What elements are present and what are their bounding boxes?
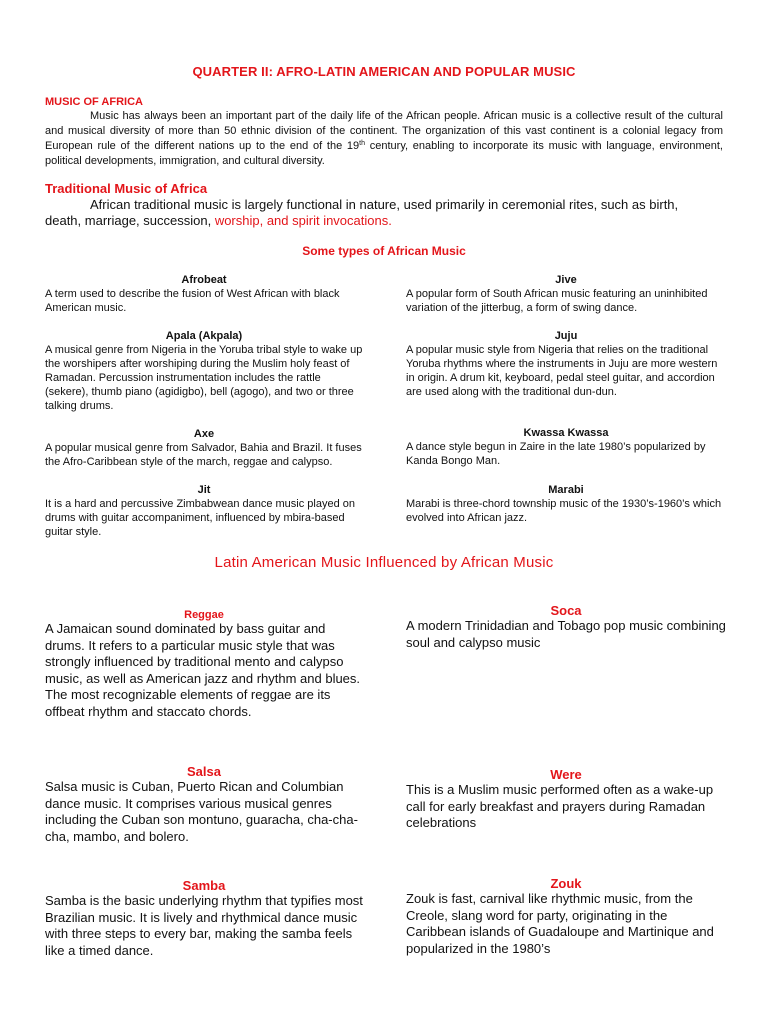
african-type-afrobeat	[45, 273, 363, 315]
african-type-axe	[45, 427, 363, 469]
genre-name: Soca	[550, 603, 582, 618]
genre-name: Jive	[555, 274, 577, 286]
latin-american-heading: Latin American Music Influenced by African Music	[214, 554, 554, 571]
genre-description: Salsa music is Cuban, Puerto Rican and Columbian dance music. It comprises various musical genres including the Cuban son montuno, guaracha, cha-cha-cha, mambo, and bolero.	[45, 779, 358, 844]
african-type-kwassa-kwassa	[406, 426, 726, 468]
latin-type-soca	[406, 603, 726, 651]
genre-name: Were	[550, 767, 582, 782]
genre-description: Samba is the basic underlying rhythm that typifies most Brazilian music. It is lively and rhythmical dance music with three steps to every bar, making the samba feels like a timed dance.	[45, 893, 363, 958]
music-of-africa-paragraph: Music has always been an important part of the daily life of the African people. African music is a collective result of the cultural and musical diversity of more than 50 ethnic division of the continent. The organization of this vast continent is a colonial legacy from European rule of the different nations up to the end of the 19th century, enabling to incorporate its music with language, environment, political developments, immigration, and cultural diversity.	[45, 110, 723, 167]
genre-description: A term used to describe the fusion of West African with black American music.	[45, 288, 340, 314]
genre-name: Axe	[193, 428, 215, 440]
traditional-music-paragraph: African traditional music is largely functional in nature, used primarily in ceremonial rites, such as birth, death, marriage, succession, worship, and spirit invocations.	[45, 197, 679, 228]
genre-name: Apala (Akpala)	[165, 330, 243, 342]
african-type-jit	[45, 483, 363, 539]
genre-description: A Jamaican sound dominated by bass guitar and drums. It refers to a particular music style that was strongly influenced by traditional mento and calypso music, as well as American jazz and rhythm and blues. The most recognizable elements of reggae are its offbeat rhythm and staccato chords.	[45, 621, 361, 719]
genre-name: Samba	[182, 878, 226, 893]
african-type-jive	[406, 273, 726, 315]
traditional-music-heading: Traditional Music of Africa	[45, 181, 208, 196]
music-of-africa-heading: MUSIC OF AFRICA	[45, 96, 143, 108]
genre-description: A modern Trinidadian and Tobago pop music combining soul and calypso music	[406, 618, 726, 650]
genre-description: A popular form of South African music featuring an uninhibited variation of the jitterbug, a form of swing dance.	[406, 288, 708, 314]
latin-type-zouk	[406, 876, 726, 957]
genre-description: A popular music style from Nigeria that relies on the traditional Yoruba rhythms where the instruments in Juju are more western in origin. A drum kit, keyboard, pedal steel guitar, and accordion are used along with the traditional dun-dun.	[406, 344, 718, 398]
genre-description: A popular musical genre from Salvador, Bahia and Brazil. It fuses the Afro-Caribbean style of the march, reggae and calypso.	[45, 442, 362, 468]
genre-name: Jit	[197, 484, 211, 496]
genre-description: It is a hard and percussive Zimbabwean dance music played on drums with guitar accompaniment, influenced by mbira-based guitar style.	[45, 498, 356, 538]
genre-description: Zouk is fast, carnival like rhythmic music, from the Creole, slang word for party, originating in the Caribbean islands of Guadaloupe and Martinique and popularized in the 1980’s	[406, 891, 714, 956]
genre-name: Kwassa Kwassa	[523, 427, 609, 439]
genre-description: A musical genre from Nigeria in the Yoruba tribal style to wake up the worshipers after worshiping during the Muslim holy feast of Ramadan. Percussion instrumentation includes the rattle (sekere), thumb piano (agidigbo), bell (agogo), and two or three talking drums.	[45, 344, 363, 412]
genre-description: A dance style begun in Zaire in the late 1980’s popularized by Kanda Bongo Man.	[406, 441, 706, 467]
african-type-marabi	[406, 483, 726, 525]
genre-name: Marabi	[548, 484, 584, 496]
genre-name: Reggae	[184, 609, 224, 621]
latin-type-samba	[45, 878, 363, 959]
genre-name: Salsa	[187, 764, 221, 779]
genre-name: Juju	[554, 330, 578, 342]
genre-name: Zouk	[550, 876, 582, 891]
latin-type-salsa	[45, 764, 363, 845]
latin-type-reggae	[45, 609, 363, 720]
genre-description: Marabi is three-chord township music of the 1930’s-1960’s which evolved into African jazz.	[406, 498, 722, 524]
african-type-juju	[406, 329, 726, 399]
african-types-heading: Some types of African Music	[302, 244, 466, 258]
african-type-apala	[45, 329, 363, 413]
latin-type-were	[406, 767, 726, 832]
genre-name: Afrobeat	[181, 274, 227, 286]
genre-description: This is a Muslim music performed often as a wake-up call for early breakfast and prayers during Ramadan celebrations	[406, 782, 714, 830]
document-title: QUARTER II: AFRO-LATIN AMERICAN AND POPULAR MUSIC	[192, 64, 576, 79]
